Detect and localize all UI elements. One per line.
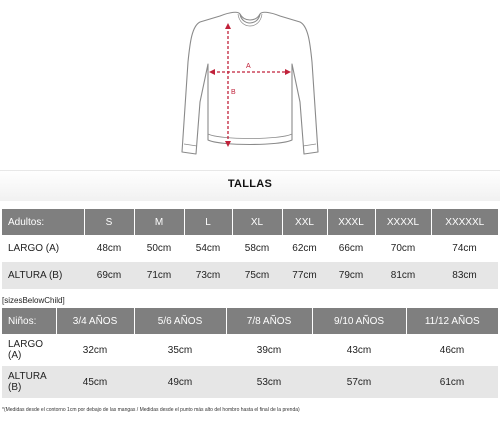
table-cell: 35cm [167,344,193,356]
table-cell: 66cm [338,243,364,254]
table-cell: 49cm [134,366,226,398]
measurement-footnote: *(Medidas desde el contorno 1cm por debajo de las mangas / Medidas desde el punto más alto del hombro hasta el final de la prenda) [2,407,300,413]
adult-header-size: XL [232,209,282,235]
kids-size-table [2,308,498,398]
adult-header-row [2,209,498,235]
adult-header-size: M [134,209,184,235]
tallas-title: TALLAS [227,178,273,190]
table-cell: 57cm [312,366,406,398]
table-row [2,366,498,398]
row-label-line: LARGO [8,339,44,350]
adult-header-size: S [84,209,134,235]
table-cell: 71cm [134,262,184,289]
row-label [2,366,56,398]
arrow-left-icon [209,69,215,75]
sweater-outline [182,12,318,154]
adult-header-size: XXXL [327,209,375,235]
sweater-illustration [160,2,340,162]
sizes-below-child-placeholder: [sizesBelowChild] [2,296,65,305]
table-cell: 53cm [226,366,312,398]
table-cell: 74cm [452,243,477,254]
table-cell: 58cm [244,243,270,254]
table-row [2,262,498,289]
adult-header-label: Adultos: [2,209,84,235]
row-label-line: ALTURA [8,371,47,382]
table-cell: 69cm [84,262,134,289]
table-row [2,235,498,262]
table-cell: 75cm [232,262,282,289]
kids-header-age: 3/4 AÑOS [56,308,134,334]
table-cell: 46cm [439,344,465,356]
adult-header-size: XXL [282,209,327,235]
table-cell: 61cm [406,366,498,398]
table-cell: 83cm [431,262,498,289]
table-cell: 79cm [327,262,375,289]
adult-size-table [2,209,498,289]
row-label-line: (B) [8,382,22,393]
kids-header-row [2,308,498,334]
table-row [2,334,498,366]
adult-header-size: XXXXL [375,209,431,235]
table-cell: 50cm [146,243,172,254]
row-label [2,334,56,366]
kids-header-age: 7/8 AÑOS [226,308,312,334]
measure-a-label: A [246,63,251,70]
kids-header-age: 11/12 AÑOS [406,308,498,334]
table-cell: 39cm [256,344,282,356]
table-cell: 45cm [56,366,134,398]
row-label: ALTURA (B) [2,262,84,289]
table-cell: 77cm [282,262,327,289]
table-cell: 81cm [375,262,431,289]
kids-header-age: 9/10 AÑOS [312,308,406,334]
arrow-right-icon [285,69,291,75]
kids-header-label: Niños: [2,308,56,334]
table-cell: 70cm [390,243,416,254]
adult-header-size: XXXXXL [431,209,498,235]
arrow-up-icon [225,23,231,29]
row-label: LARGO (A) [8,243,60,254]
measure-b-label: B [231,89,236,96]
table-cell: 54cm [195,243,221,254]
table-cell: 32cm [82,344,108,356]
table-cell: 62cm [292,243,317,254]
table-cell: 43cm [346,344,372,356]
row-label-line: (A) [8,350,22,361]
table-cell: 48cm [96,243,122,254]
kids-header-age: 5/6 AÑOS [134,308,226,334]
adult-header-size: L [184,209,232,235]
table-cell: 73cm [184,262,232,289]
